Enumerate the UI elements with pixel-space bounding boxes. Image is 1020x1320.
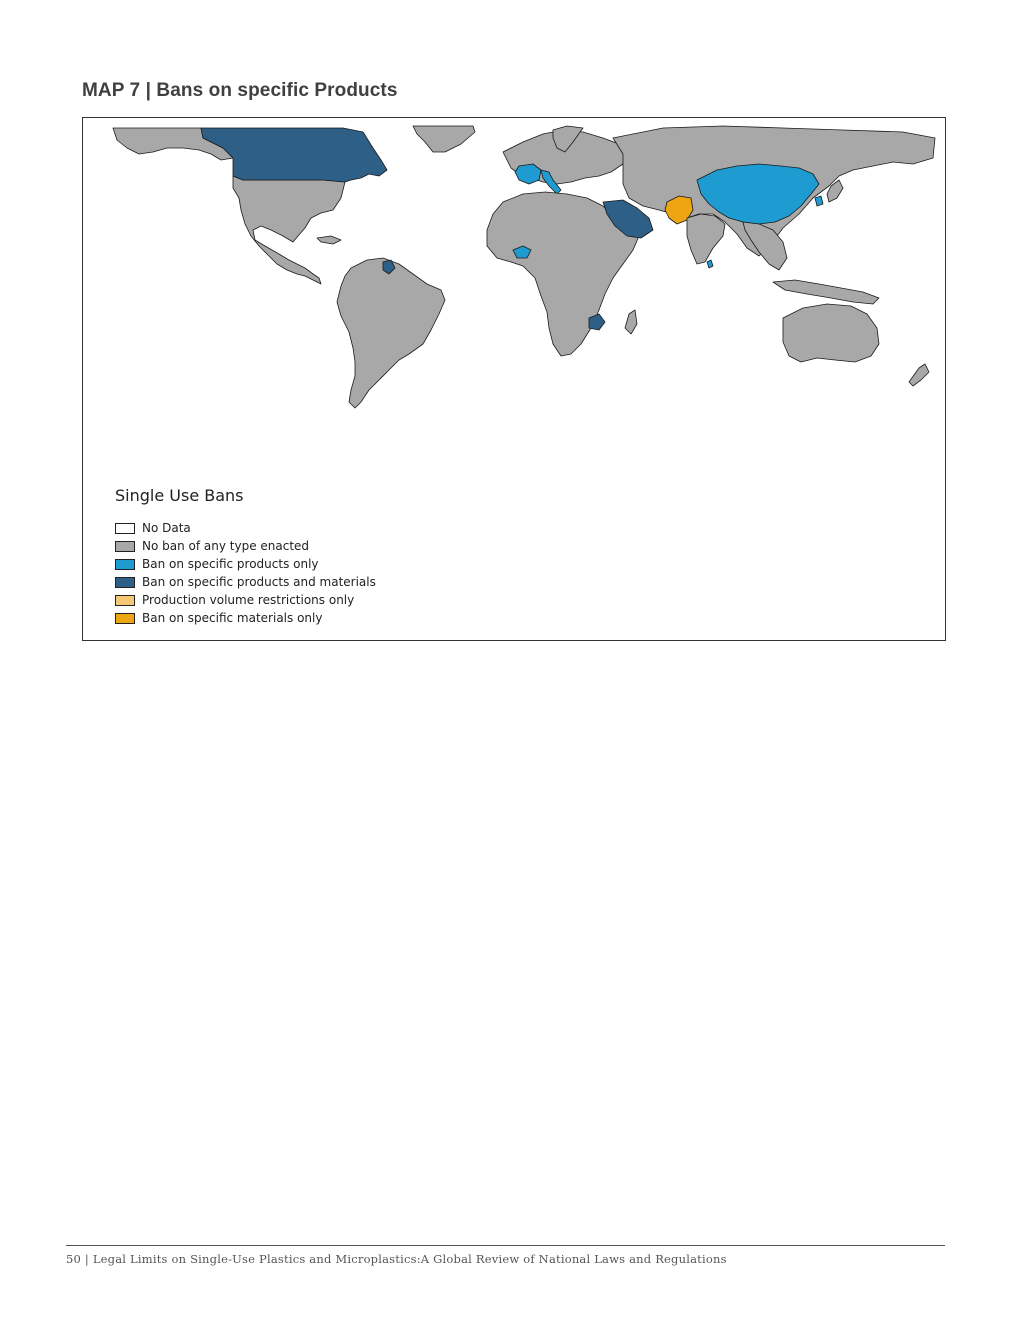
region-madagascar — [625, 310, 637, 334]
legend-item-production-volume — [115, 591, 376, 609]
region-sri-lanka — [707, 260, 713, 268]
legend-label: No ban of any type enacted — [142, 539, 310, 553]
legend-swatch — [115, 577, 135, 588]
map-title: MAP 7 | Bans on specific Products — [82, 80, 398, 101]
legend-item-no-data — [115, 519, 376, 537]
legend-swatch — [115, 613, 135, 624]
legend-label: Ban on specific products only — [142, 557, 319, 571]
region-india — [687, 214, 725, 264]
region-south-america — [337, 258, 445, 408]
region-indonesia — [773, 280, 879, 304]
region-france — [515, 164, 541, 184]
legend-label: Production volume restrictions only — [142, 593, 355, 607]
legend-label: Ban on specific materials only — [142, 611, 323, 625]
legend-title: Single Use Bans — [115, 486, 244, 505]
region-caribbean — [317, 236, 341, 244]
legend-swatch — [115, 541, 135, 552]
map-frame — [82, 117, 946, 641]
legend-item-products-only — [115, 555, 376, 573]
legend-item-materials-only — [115, 609, 376, 627]
map-legend — [115, 486, 376, 627]
region-australia — [783, 304, 879, 362]
legend-item-no-ban — [115, 537, 376, 555]
legend-label: No Data — [142, 521, 191, 535]
region-greenland — [413, 126, 475, 152]
legend-swatch — [115, 595, 135, 606]
footer-divider — [66, 1245, 945, 1246]
legend-swatch — [115, 523, 135, 534]
page-footer: 50 | Legal Limits on Single-Use Plastics and Microplastics:A Global Review of National Laws and Regulations — [66, 1252, 727, 1266]
legend-swatch — [115, 559, 135, 570]
legend-label: Ban on specific products and materials — [142, 575, 376, 589]
region-new-zealand — [909, 364, 929, 386]
legend-item-products-and-materials — [115, 573, 376, 591]
region-south-korea — [815, 196, 823, 206]
region-north-america — [233, 176, 345, 284]
